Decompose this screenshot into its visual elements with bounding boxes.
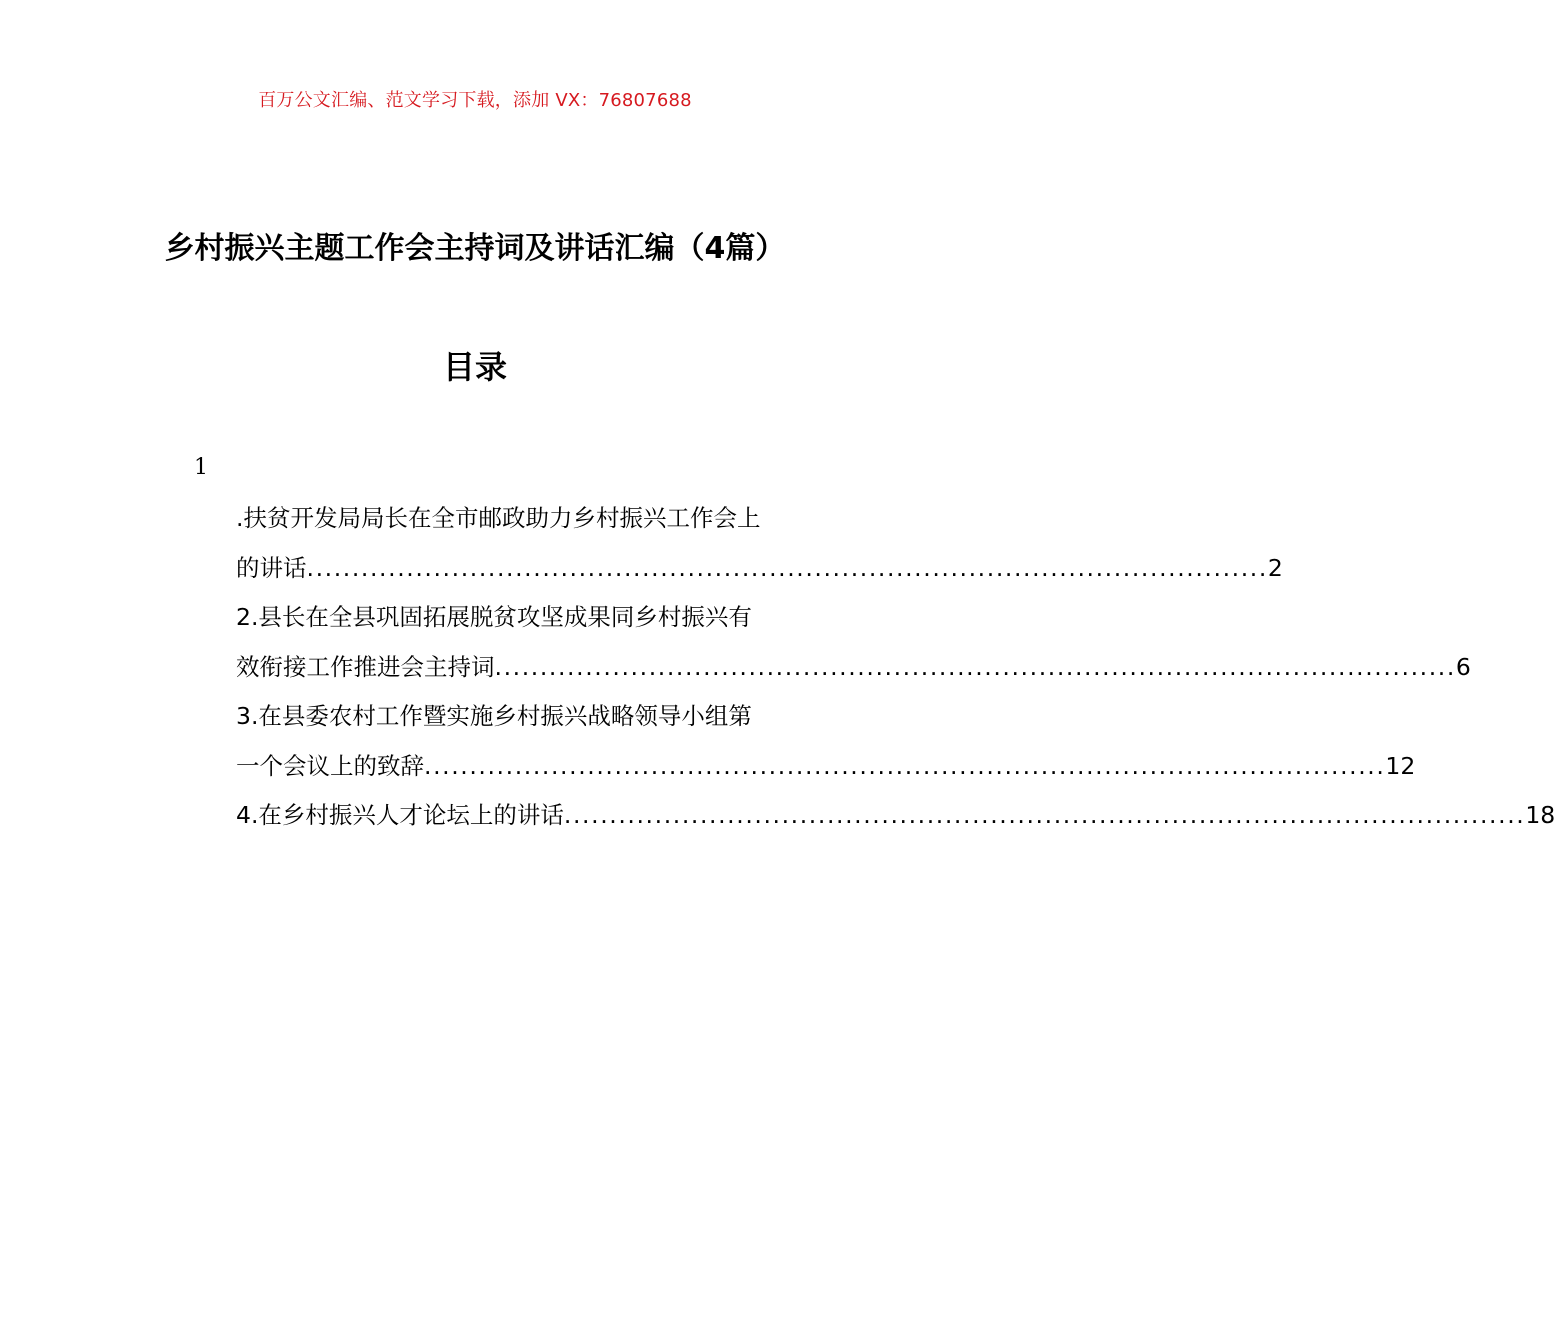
toc-entry-1[interactable] bbox=[236, 494, 1283, 593]
toc-entry-leader-line bbox=[236, 791, 1555, 841]
header-note: 百万公文汇编、范文学习下载，添加 VX：76807688 bbox=[258, 90, 692, 111]
toc-entry-2[interactable] bbox=[236, 593, 1471, 692]
toc-heading: 目录 bbox=[442, 348, 507, 386]
toc-list bbox=[236, 494, 1555, 841]
toc-entry-title: 4.在乡村振兴人才论坛上的讲话 bbox=[236, 801, 564, 829]
dot-leader: .......................................................................................................... bbox=[424, 751, 1386, 780]
document-title: 乡村振兴主题工作会主持词及讲话汇编（4篇） bbox=[164, 231, 786, 266]
toc-number: 1 bbox=[194, 455, 208, 480]
toc-entry-3[interactable] bbox=[236, 692, 1416, 791]
toc-entry-title: 2.县长在全县巩固拓展脱贫攻坚成果同乡村振兴有 bbox=[236, 603, 752, 631]
toc-entry-title-cont: 效衔接工作推进会主持词 bbox=[236, 652, 495, 681]
toc-entry-title-line bbox=[236, 494, 806, 544]
toc-page-number: 6 bbox=[1455, 652, 1471, 681]
toc-entry-title-line bbox=[236, 593, 806, 643]
toc-entry-title: 3.在县委农村工作暨实施乡村振兴战略领导小组第 bbox=[236, 702, 752, 730]
toc-page-number: 2 bbox=[1267, 553, 1283, 582]
dot-leader: .......................................................................................................... bbox=[563, 801, 1526, 829]
toc-entry-title: .扶贫开发局局长在全市邮政助力乡村振兴工作会上 bbox=[236, 504, 761, 532]
dot-leader: .......................................................................................................... bbox=[306, 553, 1268, 582]
toc-entry-4[interactable] bbox=[236, 791, 1555, 841]
toc-entry-leader-line bbox=[236, 742, 1416, 792]
toc-page-number: 18 bbox=[1525, 801, 1555, 829]
dot-leader: .......................................................................................................... bbox=[494, 652, 1456, 681]
toc-page-number: 12 bbox=[1385, 751, 1416, 780]
toc-entry-leader-line bbox=[236, 643, 1471, 693]
toc-entry-title-cont: 一个会议上的致辞 bbox=[236, 751, 424, 780]
toc-entry-title-line bbox=[236, 692, 806, 742]
toc-entry-title-cont: 的讲话 bbox=[236, 553, 307, 582]
toc-entry-leader-line bbox=[236, 544, 1283, 594]
